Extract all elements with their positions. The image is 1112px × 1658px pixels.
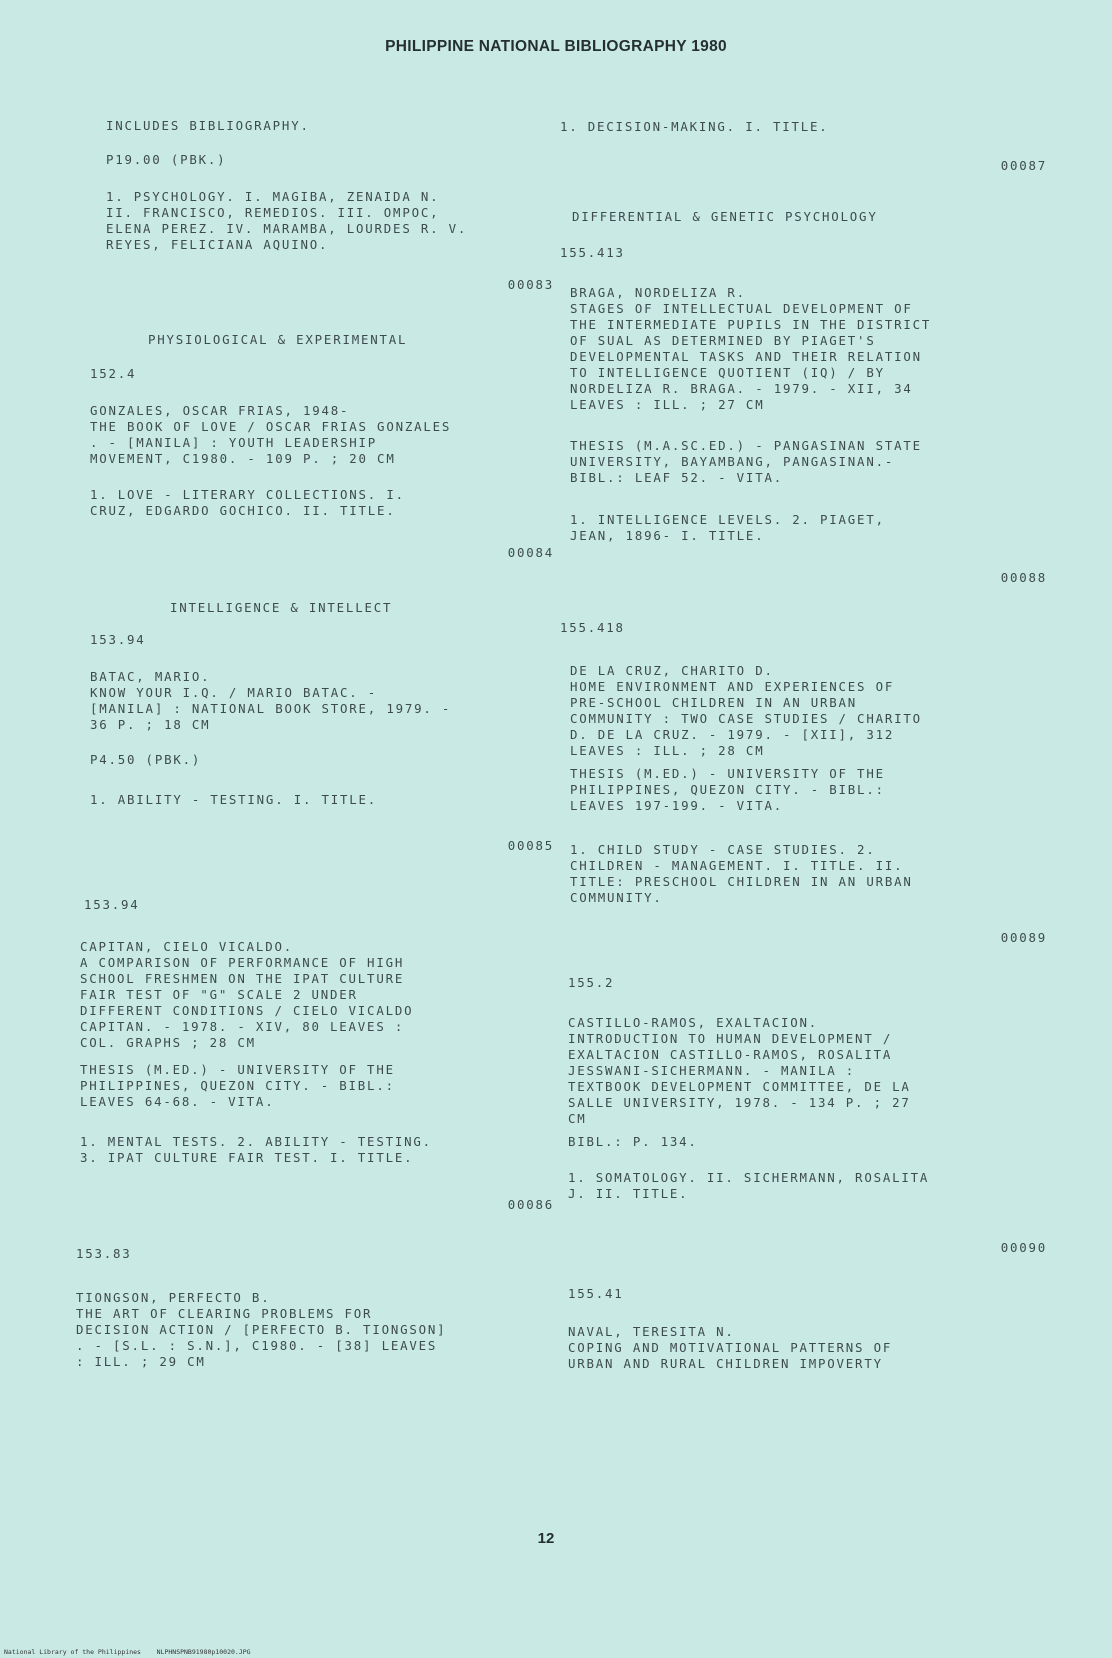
catalog-entry: NAVAL, TERESITA N. COPING AND MOTIVATIONAL PATTERNS OF URBAN AND RURAL CHILDREN IMPOVERTY <box>568 1324 893 1371</box>
subject-tracings: 1. PSYCHOLOGY. I. MAGIBA, ZENAIDA N. II. FRANCISCO, REMEDIOS. III. OMPOC, ELENA PEREZ. IV. MARAMBA, LOURDES R. V. REYES, FELICIANA AQUINO. <box>106 189 468 252</box>
subject-tracings: 1. SOMATOLOGY. II. SICHERMANN, ROSALITA J. II. TITLE. <box>568 1170 930 1201</box>
catalog-entry: CASTILLO-RAMOS, EXALTACION. INTRODUCTION TO HUMAN DEVELOPMENT / EXALTACION CASTILLO-RAMOS, ROSALITA JESSWANI-SICHERMANN. - MANILA : TEXTBOOK DEVELOPMENT COMMITTEE, DE LA SALLE UNIVERSITY, 1978. - 134 P. ; 27 CM <box>568 1015 911 1126</box>
class-number: 155.418 <box>560 620 625 635</box>
subject-tracings: 1. DECISION-MAKING. I. TITLE. <box>560 119 829 134</box>
accession-number: 00089 <box>1000 930 1047 945</box>
class-number: 153.83 <box>76 1246 132 1261</box>
accession-number: 00085 <box>507 838 554 853</box>
catalog-entry: DE LA CRUZ, CHARITO D. HOME ENVIRONMENT AND EXPERIENCES OF PRE-SCHOOL CHILDREN IN AN URBAN COMMUNITY : TWO CASE STUDIES / CHARITO D. DE LA CRUZ. - 1979. - [XII], 312 LEAVES : ILL. ; 28 CM <box>570 663 922 758</box>
thesis-note: THESIS (M.ED.) - UNIVERSITY OF THE PHILIPPINES, QUEZON CITY. - BIBL.: LEAVES 197-199. - VITA. <box>570 766 885 813</box>
price-note: P4.50 (PBK.) <box>90 752 202 767</box>
thesis-note: THESIS (M.ED.) - UNIVERSITY OF THE PHILIPPINES, QUEZON CITY. - BIBL.: LEAVES 64-68. - VITA. <box>80 1062 395 1109</box>
catalog-entry: CAPITAN, CIELO VICALDO. A COMPARISON OF PERFORMANCE OF HIGH SCHOOL FRESHMEN ON THE IPAT CULTURE FAIR TEST OF "G" SCALE 2 UNDER DIFFERENT CONDITIONS / CIELO VICALDO CAPITAN. - 1978. - XIV, 80 LEAVES : COL. GRAPHS ; 28 CM <box>80 939 414 1050</box>
footer-institution: National Library of the Philippines <box>4 1648 141 1656</box>
footer-filename: NLPHNSPNB91980p10020.JPG <box>156 1648 251 1656</box>
subject-tracings: 1. MENTAL TESTS. 2. ABILITY - TESTING. 3. IPAT CULTURE FAIR TEST. I. TITLE. <box>80 1134 432 1165</box>
bibliography-note: INCLUDES BIBLIOGRAPHY. <box>106 118 310 133</box>
accession-number: 00088 <box>1000 570 1047 585</box>
accession-number: 00083 <box>507 277 554 292</box>
class-number: 155.413 <box>560 245 625 260</box>
catalog-entry: GONZALES, OSCAR FRIAS, 1948- THE BOOK OF LOVE / OSCAR FRIAS GONZALES . - [MANILA] : YOUTH LEADERSHIP MOVEMENT, C1980. - 109 P. ; 20 CM <box>90 403 452 466</box>
section-heading: INTELLIGENCE & INTELLECT <box>170 600 393 615</box>
catalog-entry: BRAGA, NORDELIZA R. STAGES OF INTELLECTUAL DEVELOPMENT OF THE INTERMEDIATE PUPILS IN THE DISTRICT OF SUAL AS DETERMINED BY PIAGET'S DEVELOPMENTAL TASKS AND THEIR RELATION TO INTELLIGENCE QUOTIENT (IQ) / BY NORDELIZA R. BRAGA. - 1979. - XII, 34 LEAVES : ILL. ; 27 CM <box>570 285 932 412</box>
accession-number: 00087 <box>1000 158 1047 173</box>
bibliography-note: BIBL.: P. 134. <box>568 1134 698 1149</box>
subject-tracings: 1. CHILD STUDY - CASE STUDIES. 2. CHILDREN - MANAGEMENT. I. TITLE. II. TITLE: PRESCHOOL CHILDREN IN AN URBAN COMMUNITY. <box>570 842 913 905</box>
section-heading: PHYSIOLOGICAL & EXPERIMENTAL <box>148 332 408 347</box>
class-number: 155.2 <box>568 975 615 990</box>
subject-tracings: 1. ABILITY - TESTING. I. TITLE. <box>90 792 378 807</box>
subject-tracings: 1. INTELLIGENCE LEVELS. 2. PIAGET, JEAN, 1896- I. TITLE. <box>570 512 885 543</box>
catalog-entry: TIONGSON, PERFECTO B. THE ART OF CLEARING PROBLEMS FOR DECISION ACTION / [PERFECTO B. TIONGSON] . - [S.L. : S.N.], C1980. - [38] LEAVES : ILL. ; 29 CM <box>76 1290 447 1369</box>
scan-footer <box>4 1648 251 1656</box>
accession-number: 00086 <box>507 1197 554 1212</box>
subject-tracings: 1. LOVE - LITERARY COLLECTIONS. I. CRUZ, EDGARDO GOCHICO. II. TITLE. <box>90 487 405 518</box>
class-number: 155.41 <box>568 1286 624 1301</box>
class-number: 153.94 <box>84 897 140 912</box>
catalog-entry: BATAC, MARIO. KNOW YOUR I.Q. / MARIO BATAC. - [MANILA] : NATIONAL BOOK STORE, 1979. - 36 P. ; 18 CM <box>90 669 452 732</box>
accession-number: 00090 <box>1000 1240 1047 1255</box>
accession-number: 00084 <box>507 545 554 560</box>
class-number: 153.94 <box>90 632 146 647</box>
page-header: PHILIPPINE NATIONAL BIBLIOGRAPHY 1980 <box>385 38 727 55</box>
section-heading: DIFFERENTIAL & GENETIC PSYCHOLOGY <box>572 209 878 224</box>
page-number: 12 <box>537 1530 555 1547</box>
class-number: 152.4 <box>90 366 137 381</box>
price-note: P19.00 (PBK.) <box>106 152 227 167</box>
thesis-note: THESIS (M.A.SC.ED.) - PANGASINAN STATE UNIVERSITY, BAYAMBANG, PANGASINAN.- BIBL.: LEAF 52. - VITA. <box>570 438 922 485</box>
